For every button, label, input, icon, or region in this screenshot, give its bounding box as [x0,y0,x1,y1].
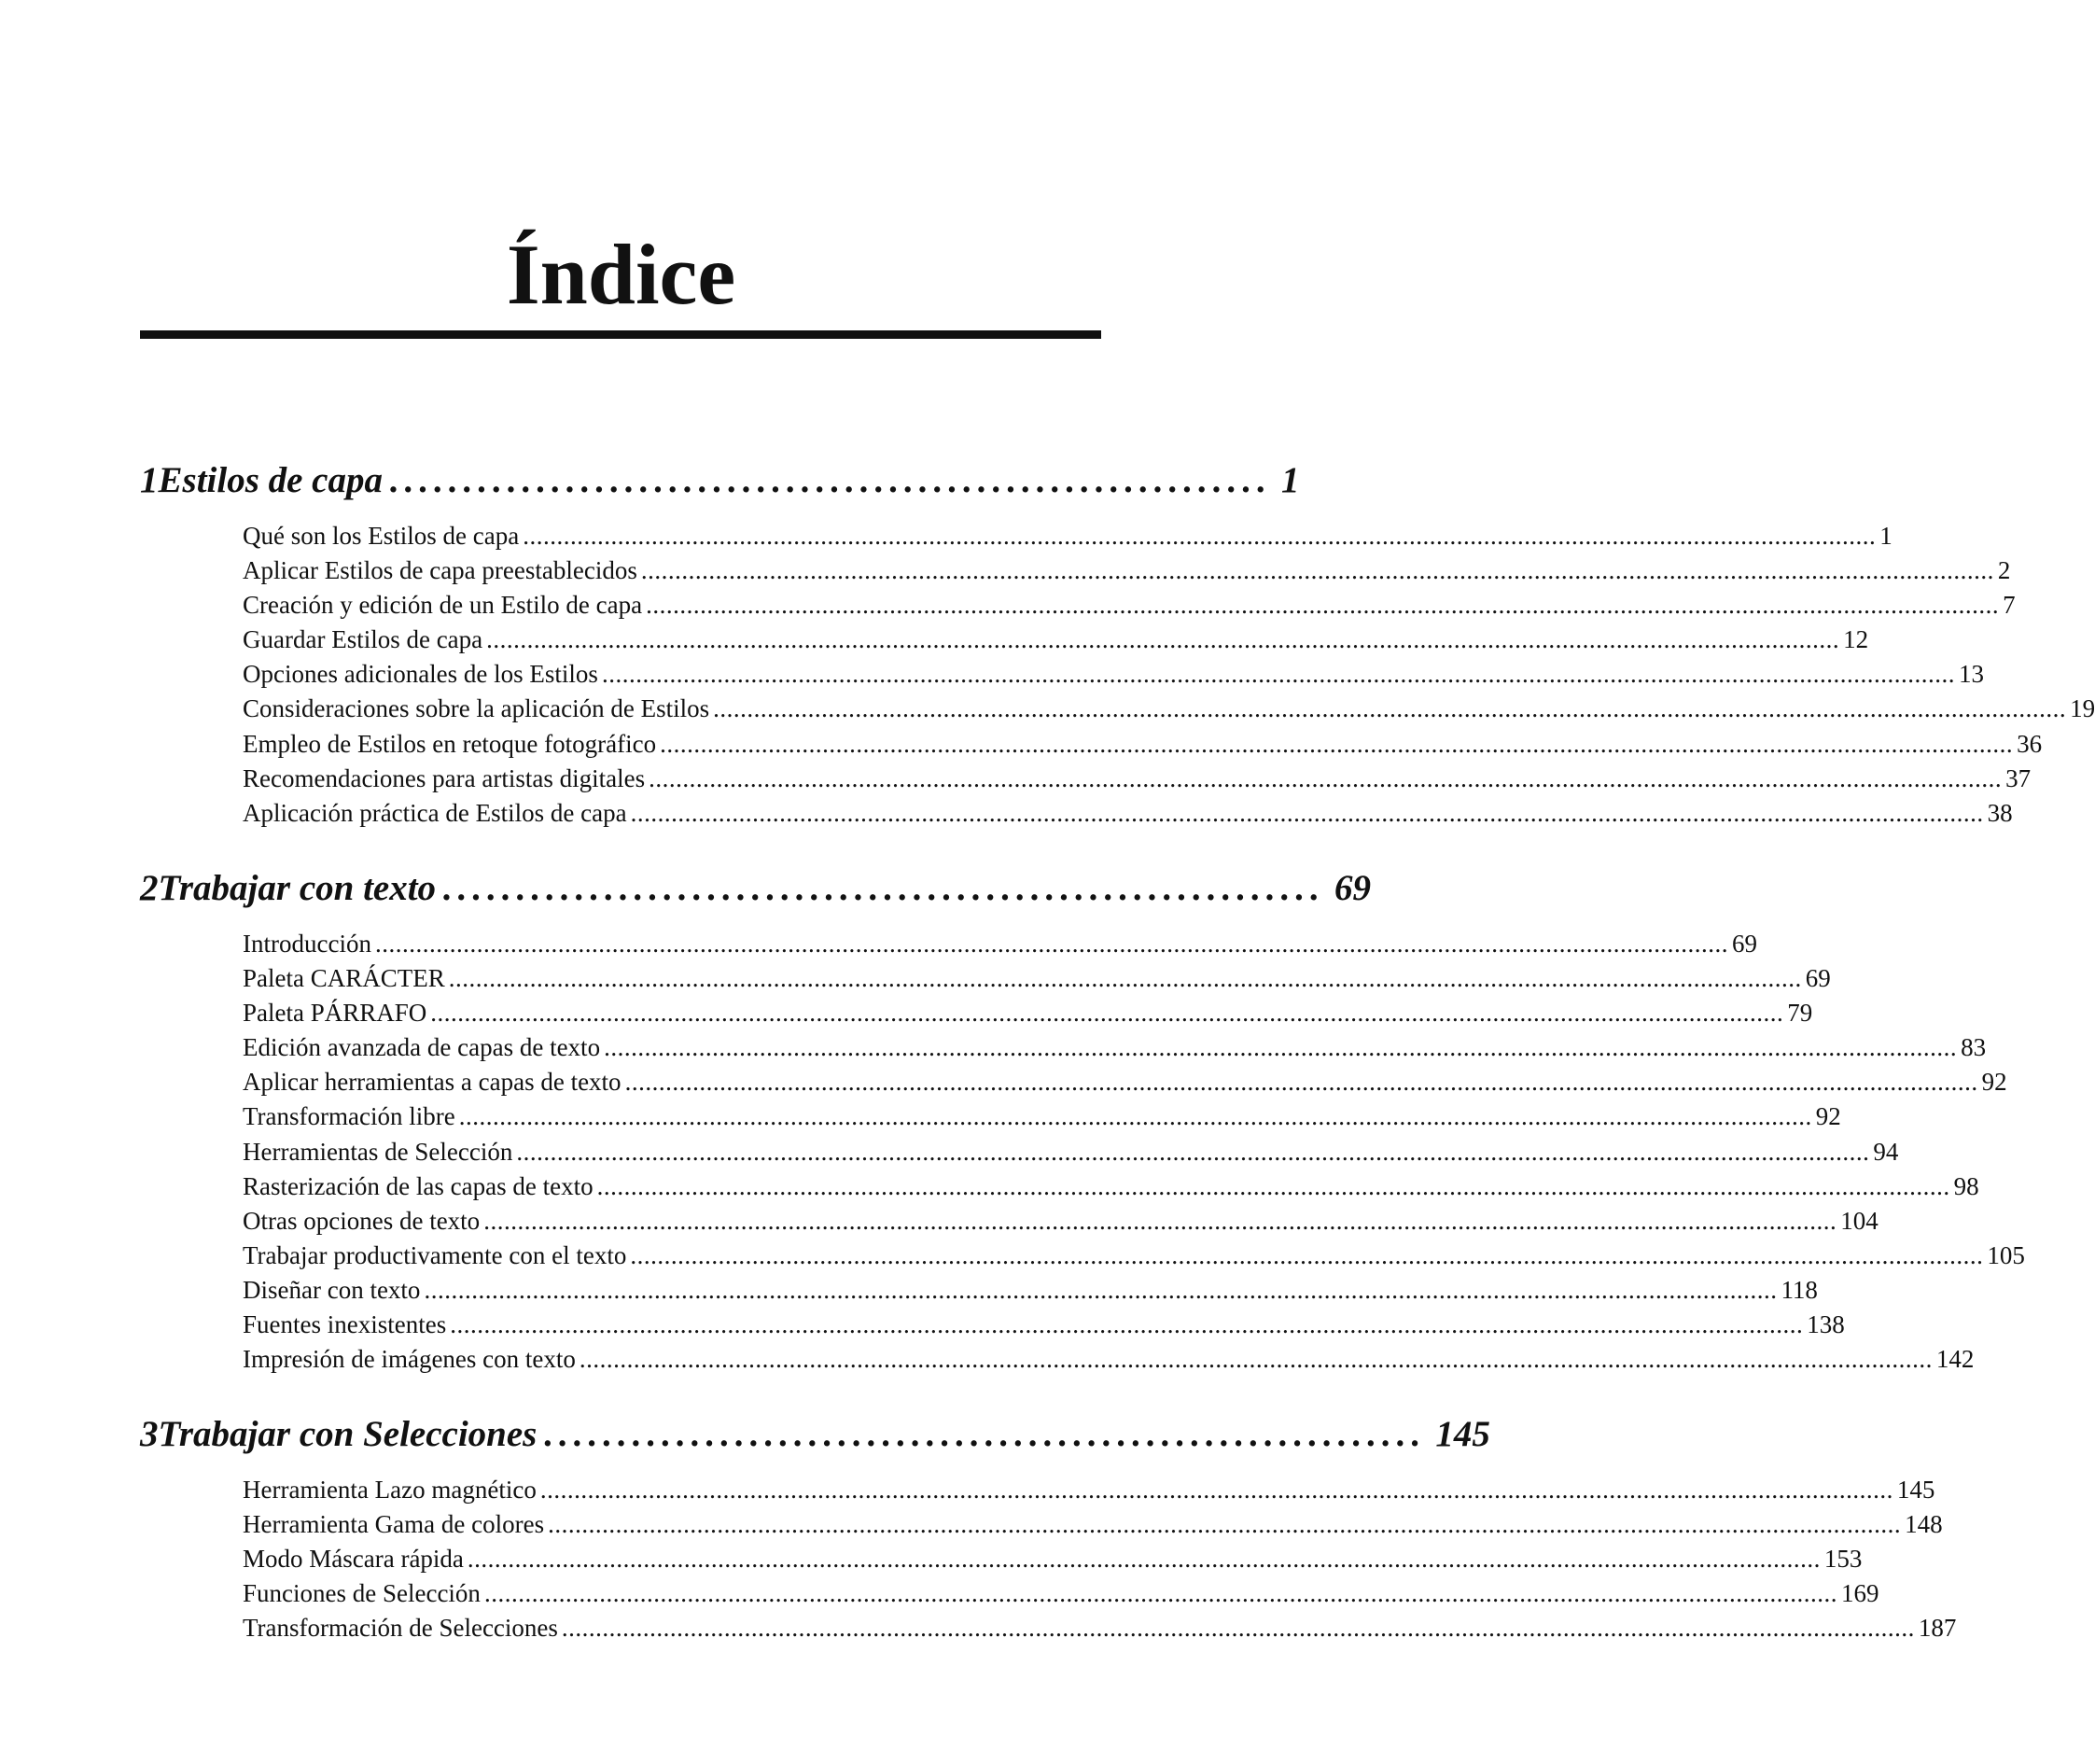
entry-list [243,519,2095,831]
chapter-page: 1 [1281,460,1300,500]
entry-page: 94 [1873,1137,1899,1166]
dot-leader: ........................................................................................................................................................................................................ [604,1033,1958,1062]
entry-page: 83 [1961,1033,1987,1062]
entry-title: Guardar Estilos de capa [243,625,483,654]
chapter-heading[interactable] [140,1409,1490,1460]
entry-title: Paleta CARÁCTER [243,964,445,993]
entry-page: 13 [1958,660,1984,689]
entry-title: Herramienta Gama de colores [243,1510,545,1539]
dot-leader: ........................................................................................................................................................................................................ [523,522,1877,550]
dot-leader: ........................................................................................................................................................................................................ [448,964,1802,993]
entry-page: 145 [1896,1476,1935,1504]
chapter-2 [140,863,2025,1377]
entry-page: 148 [1905,1510,1943,1539]
toc-entry[interactable] [243,796,2013,831]
chapter-heading[interactable] [140,455,1300,506]
toc-entry[interactable] [243,553,2011,588]
entry-title: Trabajar productivamente con el texto [243,1240,627,1269]
toc-entry[interactable] [243,1239,2025,1273]
toc-entry[interactable] [243,996,1813,1030]
entry-page: 138 [1807,1310,1845,1339]
chapter-page: 69 [1334,868,1372,908]
entry-title: Introducción [243,930,371,958]
entry-title: Transformación libre [243,1102,455,1131]
entry-page: 1 [1879,522,1892,550]
chapter-heading[interactable] [140,863,1372,914]
dot-leader: ........................................................................................................................................................................................................ [601,660,1955,689]
chapter-number: 3 [140,1414,159,1454]
page-title: Índice [506,227,736,322]
entry-title: Fuentes inexistentes [243,1310,447,1339]
entry-title: Creación y edición de un Estilo de capa [243,591,643,620]
dot-leader: ........................................................................................................................................................................................................ [630,798,1984,827]
dot-leader: ........................................................................................................................................................................................................ [624,1068,1978,1097]
dot-leader: ........................................................................................................................................................................................................ [660,729,2014,758]
entry-title: Rasterización de las capas de texto [243,1171,594,1200]
dot-leader: ............................................................ [390,460,1272,500]
entry-list [243,1473,1957,1645]
entry-page: 12 [1843,625,1869,654]
toc-entry[interactable] [243,519,1892,553]
entry-page: 2 [1997,556,2011,585]
entry-title: Herramientas de Selección [243,1137,513,1166]
toc-entry[interactable] [243,1576,1879,1611]
dot-leader: ........................................................................................................................................................................................................ [424,1275,1778,1304]
toc-entry[interactable] [243,1308,1845,1342]
toc-entry[interactable] [243,1204,1879,1239]
dot-leader: ........................................................................................................................................................................................................ [640,556,1994,585]
toc-entry[interactable] [243,762,2032,796]
entry-title: Consideraciones sobre la aplicación de Estilos [243,694,710,723]
dot-leader: ........................................................................................................................................................................................................ [450,1310,1804,1339]
entry-title: Aplicar herramientas a capas de texto [243,1068,622,1097]
dot-leader: ........................................................................................................................................................................................................ [713,694,2067,723]
entry-page: 153 [1823,1545,1863,1574]
entry-page: 19 [2070,694,2095,723]
dot-leader: ........................................................................................................................................................................................................ [649,763,2003,792]
entry-title: Impresión de imágenes con texto [243,1345,576,1374]
entry-title: Edición avanzada de capas de texto [243,1033,601,1062]
toc-entry[interactable] [243,1099,1841,1134]
entry-page: 92 [1981,1068,2007,1097]
entry-page: 169 [1840,1579,1879,1608]
dot-leader: ........................................................................................................................................................................................................ [467,1545,1821,1574]
dot-leader: ........................................................................................................................................................................................................ [516,1137,1870,1166]
entry-page: 37 [2005,763,2032,792]
toc-entry[interactable] [243,1342,1975,1377]
dot-leader: ........................................................................................................................................................................................................ [430,999,1784,1028]
entry-page: 69 [1805,964,1831,993]
toc-entry[interactable] [243,623,1869,657]
entry-title: Modo Máscara rápida [243,1545,464,1574]
entry-title: Aplicación práctica de Estilos de capa [243,798,627,827]
entry-page: 92 [1815,1102,1841,1131]
toc-entry[interactable] [243,1169,1979,1204]
toc-entry[interactable] [243,692,2095,726]
dot-leader: ........................................................................................................................................................................................................ [548,1510,1902,1539]
toc-entry[interactable] [243,1135,1899,1169]
entry-page: 142 [1935,1345,1975,1374]
entry-title: Funciones de Selección [243,1579,481,1608]
entry-title: Empleo de Estilos en retoque fotográfico [243,729,657,758]
dot-leader: ........................................................................................................................................................................................................ [539,1476,1893,1504]
entry-title: Transformación de Selecciones [243,1614,558,1643]
toc-entry[interactable] [243,1030,1987,1065]
entry-title: Paleta PÁRRAFO [243,999,427,1028]
entry-title: Aplicar Estilos de capa preestablecidos [243,556,637,585]
toc-entry[interactable] [243,588,2016,623]
chapter-3 [140,1409,1957,1645]
toc-entry[interactable] [243,657,1984,692]
chapter-title: Trabajar con texto [158,868,437,908]
entry-list [243,927,2025,1377]
entry-page: 79 [1787,999,1813,1028]
entry-title: Diseñar con texto [243,1275,421,1304]
chapter-number: 2 [140,868,159,908]
dot-leader: ........................................................................................................................................................................................................ [596,1171,1950,1200]
chapter-title: Estilos de capa [158,460,383,500]
dot-leader: ........................................................................................................................................................................................................ [374,930,1728,958]
toc-entry[interactable] [243,727,2043,762]
toc-entry[interactable] [243,1273,1818,1308]
chapter-number: 1 [140,460,159,500]
title-rule [140,330,1101,339]
toc-entry[interactable] [243,1473,1935,1507]
dot-leader: ........................................................................................................................................................................................................ [486,625,1840,654]
dot-leader: ........................................................................................................................................................................................................ [561,1614,1915,1643]
entry-page: 36 [2017,729,2043,758]
entry-title: Qué son los Estilos de capa [243,522,520,550]
chapter-title: Trabajar con Selecciones [158,1414,538,1454]
entry-page: 118 [1781,1275,1818,1304]
entry-page: 187 [1918,1614,1957,1643]
toc-entry[interactable] [243,1507,1943,1542]
dot-leader: ............................................................ [443,868,1326,908]
entry-title: Opciones adicionales de los Estilos [243,660,598,689]
dot-leader: ........................................................................................................................................................................................................ [483,1579,1837,1608]
toc-entry[interactable] [243,927,1757,961]
toc-entry[interactable] [243,1542,1863,1576]
chapter-page: 145 [1435,1414,1490,1454]
entry-title: Otras opciones de texto [243,1206,481,1235]
dot-leader: ........................................................................................................................................................................................................ [483,1206,1837,1235]
entry-page: 104 [1840,1206,1879,1235]
entry-title: Herramienta Lazo magnético [243,1476,537,1504]
toc-entry[interactable] [243,961,1831,996]
chapter-1 [140,455,2095,831]
entry-page: 105 [1987,1240,2025,1269]
dot-leader: ........................................................................................................................................................................................................ [458,1102,1812,1131]
entry-page: 7 [2003,591,2016,620]
toc-entry[interactable] [243,1065,2007,1099]
dot-leader: ........................................................................................................................................................................................................ [646,591,2000,620]
dot-leader: ........................................................................................................................................................................................................ [579,1345,1933,1374]
entry-page: 38 [1987,798,2013,827]
entry-page: 98 [1953,1171,1979,1200]
dot-leader: ............................................................ [544,1414,1427,1454]
toc-entry[interactable] [243,1611,1957,1645]
entry-page: 69 [1731,930,1757,958]
entry-title: Recomendaciones para artistas digitales [243,763,646,792]
dot-leader: ........................................................................................................................................................................................................ [630,1240,1984,1269]
